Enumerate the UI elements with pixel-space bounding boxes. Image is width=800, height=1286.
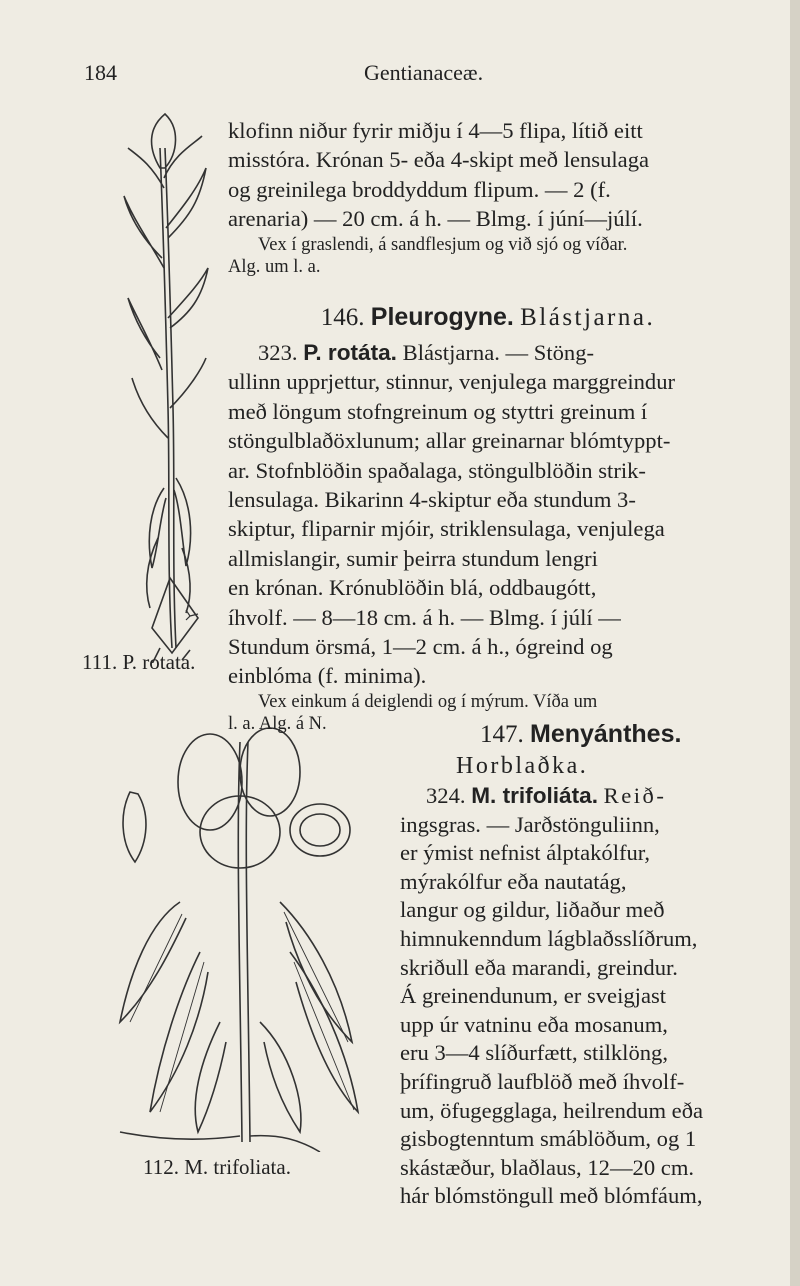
text-line: og greinilega broddyddum flipum. — 2 (f. — [228, 176, 611, 202]
species-324-first-line — [400, 782, 772, 811]
text-line: skriðull eða marandi, greindur. — [400, 954, 678, 980]
page-number: 184 — [84, 60, 117, 85]
genus-147-number: 147. — [480, 721, 524, 748]
text-line: misstóra. Krónan 5- eða 4-skipt með lensulaga — [228, 147, 650, 173]
text-line: eru 3—4 slíðurfætt, stilklöng, — [400, 1040, 668, 1066]
text-line: Á greinendunum, er sveigjast — [400, 983, 667, 1009]
text-line: skiptur, fliparnir mjóir, striklensulaga, venjulega — [228, 516, 665, 542]
text-line: himnukenndum lágblaðsslíðrum, — [400, 925, 698, 951]
figure-112-caption — [143, 1155, 291, 1180]
text-line: mýrakólfur eða nautatág, — [400, 868, 627, 894]
species-323-text — [228, 338, 764, 735]
text-line: einblóma (f. minima). — [228, 663, 427, 689]
figure-111-number: 111. — [82, 650, 118, 674]
text-line: hár blómstöngull með blómfáum, — [400, 1183, 703, 1209]
text-line: ar. Stofnblöðin spaðalaga, stöngulblöðin strik- — [228, 457, 646, 483]
text-line: stöngulblaðöxlunum; allar greinarnar blómtyppt- — [228, 428, 671, 454]
genus-146-heading — [228, 303, 748, 332]
habitat-line: Vex í graslendi, á sandflesjum og við sjó og víðar. — [258, 234, 628, 255]
text-line: allmislangir, sumir þeirra stundum lengri — [228, 545, 598, 571]
figure-112-illustration — [90, 722, 390, 1152]
text-line: með löngum stofngreinum og styttri greinum í — [228, 398, 648, 424]
text-line: upp úr vatninu eða mosanum, — [400, 1011, 668, 1037]
text-line: ullinn upprjettur, stinnur, venjulega marggreindur — [228, 369, 676, 395]
figure-112-number: 112. — [143, 1155, 179, 1179]
figure-111-name: P. rotata. — [122, 650, 196, 674]
species-324-number: 324. — [426, 783, 466, 808]
text-line: Stundum örsmá, 1—2 cm. á h., ógreind og — [228, 634, 613, 660]
genus-147-name: Menyánthes. — [530, 720, 682, 748]
genus-146-number: 146. — [320, 304, 365, 331]
species-323-name: P. rotáta. — [303, 340, 397, 365]
genus-147-heading — [480, 720, 800, 750]
habitat-line: Alg. um l. a. — [228, 256, 321, 277]
species-324-first-line-rest: Reið- — [603, 783, 667, 808]
text-line: þrífingruð laufblöð með íhvolf- — [400, 1068, 685, 1094]
text-line: íhvolf. — 8—18 cm. á h. — Blmg. í júlí — — [228, 604, 621, 630]
text-line: ingsgras. — Jarðstönguliinn, — [400, 811, 660, 837]
text-line: en krónan. Krónublöðin blá, oddbaugótt, — [228, 575, 597, 601]
genus-146-common-name: Blástjarna. — [520, 304, 656, 331]
genus-146-name: Pleurogyne. — [370, 303, 514, 331]
text-line: arenaria) — 20 cm. á h. — Blmg. í júní—júlí. — [228, 206, 643, 232]
habitat-line: l. a. Alg. á N. — [228, 713, 327, 734]
top-text-block — [228, 116, 764, 278]
page-edge — [790, 0, 800, 1286]
text-line: skástæður, blaðlaus, 12—20 cm. — [400, 1154, 695, 1180]
figure-112-name: M. trifoliata. — [184, 1155, 291, 1179]
text-line: lensulaga. Bikarinn 4-skiptur eða stundum 3- — [228, 487, 636, 513]
text-line: er ýmist nefnist álptakólfur, — [400, 840, 651, 866]
genus-147-common-name: Horblaðka. — [456, 753, 589, 779]
running-header: Gentianaceæ. — [364, 60, 484, 85]
text-line: um, öfugegglaga, heilrendum eða — [400, 1097, 704, 1123]
figure-111-illustration — [120, 108, 210, 663]
figure-111-caption — [82, 650, 195, 675]
species-324-text — [400, 782, 772, 1211]
genus-147-title — [480, 720, 800, 750]
species-323-first-line — [228, 338, 764, 367]
species-324-name: M. trifoliáta. — [471, 783, 598, 808]
species-323-first-line-rest: Blástjarna. — Stöng- — [402, 340, 595, 365]
text-line: klofinn niður fyrir miðju í 4—5 flipa, lítið eitt — [228, 118, 643, 143]
text-line: langur og gildur, liðaður með — [400, 897, 665, 923]
species-323-number: 323. — [258, 340, 298, 365]
text-line: gisbogtenntum smáblöðum, og 1 — [400, 1126, 697, 1152]
habitat-line: Vex einkum á deiglendi og í mýrum. Víða um — [258, 691, 598, 712]
